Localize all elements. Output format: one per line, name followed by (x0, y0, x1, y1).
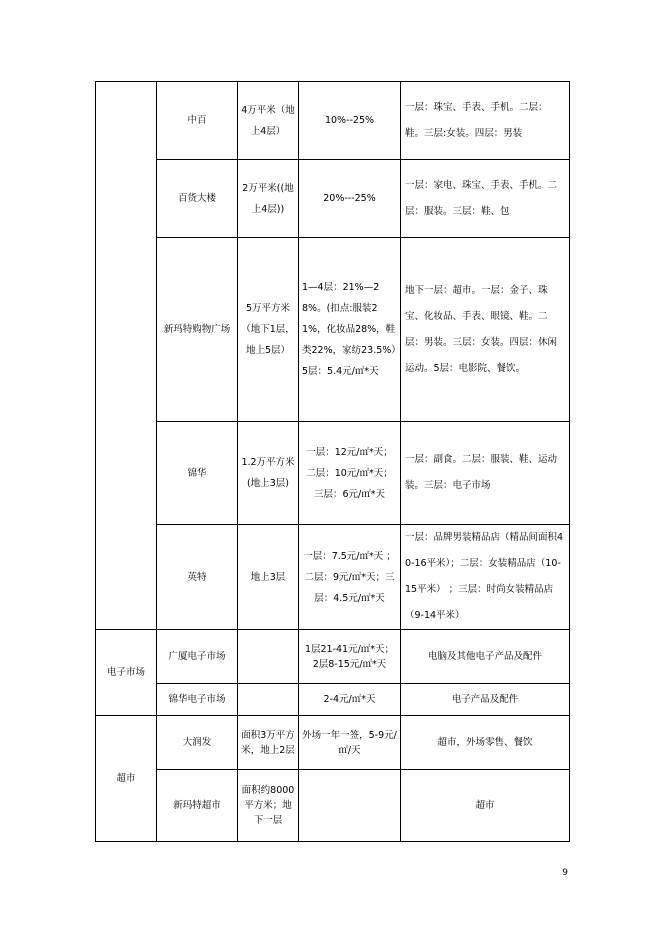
mall-price: 20%---25% (299, 160, 401, 238)
mall-area: 面积约8000平方米；地下一层 (238, 770, 299, 842)
mall-name: 锦华 (157, 422, 238, 525)
mall-table (95, 81, 570, 842)
mall-area (238, 684, 299, 716)
page-number: 9 (562, 868, 568, 878)
mall-name: 锦华电子市场 (157, 684, 238, 716)
mall-name: 广厦电子市场 (157, 630, 238, 684)
mall-price: 1—4层：21%—28%。(扣点:服装21%，化妆品28%，鞋类22%，家纺23.5%）5层：5.4元/㎡*天 (299, 238, 401, 422)
mall-name: 中百 (157, 82, 238, 160)
mall-floors: 电脑及其他电子产品及配件 (401, 630, 570, 684)
table-row (96, 716, 570, 770)
mall-floors: 电子产品及配件 (401, 684, 570, 716)
mall-price: 外场一年一签，5-9元/㎡/天 (299, 716, 401, 770)
mall-floors: 一层：品牌男装精品店（精品间面积40-16平米）；二层：女装精品店（10-15平米） ；三层：时尚女装精品店（9-14平米） (401, 525, 570, 630)
table-row (96, 422, 570, 525)
mall-area: 地上3层 (238, 525, 299, 630)
mall-price: 10%--25% (299, 82, 401, 160)
mall-name: 大润发 (157, 716, 238, 770)
mall-area: 5万平方米（地下1层，地上5层） (238, 238, 299, 422)
mall-floors: 一层：副食。二层：服装、鞋、运动装。三层：电子市场 (401, 422, 570, 525)
table-row (96, 82, 570, 160)
mall-price: 一层：7.5元/㎡*天 ；二层：9元/㎡*天；三层：4.5元/㎡*天 (299, 525, 401, 630)
mall-floors: 超市 (401, 770, 570, 842)
mall-price: 一层：12元/㎡*天；二层：10元/㎡*天；三层：6元/㎡*天 (299, 422, 401, 525)
table-row (96, 630, 570, 684)
mall-floors: 一层：珠宝、手表、手机。二层：鞋。三层:女装。四层：男装 (401, 82, 570, 160)
mall-area: 4万平米（地上4层） (238, 82, 299, 160)
mall-floors: 一层：家电、珠宝、手表、手机。二层：服装。三层：鞋、包 (401, 160, 570, 238)
mall-area: 1.2万平方米(地上3层) (238, 422, 299, 525)
mall-price (299, 770, 401, 842)
mall-name: 新玛特购物广场 (157, 238, 238, 422)
table-row (96, 160, 570, 238)
mall-name: 百货大楼 (157, 160, 238, 238)
mall-name: 英特 (157, 525, 238, 630)
mall-floors: 地下一层：超市。一层：金子、珠宝、化妆品、手表、眼镜、鞋。二层：男装。三层：女装。四层：休闲运动。5层：电影院、餐饮。 (401, 238, 570, 422)
table-row (96, 525, 570, 630)
mall-area: 面积3万平方米，地上2层 (238, 716, 299, 770)
category-label: 电子市场 (96, 630, 157, 716)
mall-price: 2-4元/㎡*天 (299, 684, 401, 716)
mall-area (238, 630, 299, 684)
mall-name: 新玛特超市 (157, 770, 238, 842)
table-row (96, 684, 570, 716)
mall-price: 1层21-41元/㎡*天；2层8-15元/㎡*天 (299, 630, 401, 684)
mall-floors: 超市，外场零售、餐饮 (401, 716, 570, 770)
table-row (96, 238, 570, 422)
mall-area: 2万平米((地上4层)) (238, 160, 299, 238)
category-label: 超市 (96, 716, 157, 842)
category-cell-blank (96, 82, 157, 630)
table-row (96, 770, 570, 842)
